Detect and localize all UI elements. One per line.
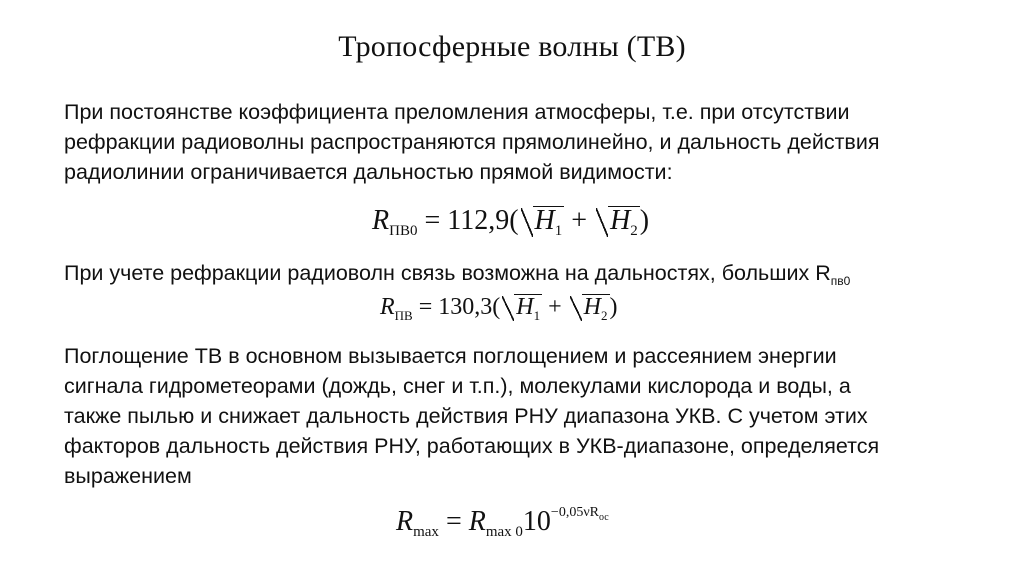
formula-operator: = — [438, 506, 469, 537]
formula-symbol: R — [468, 506, 486, 537]
text-line: Поглощение ТВ в основном вызывается поглощением и рассеянием энергии — [64, 344, 837, 368]
formula-subscript: ПВ0 — [389, 223, 418, 239]
formula-symbol: R — [380, 294, 395, 320]
formula-line-of-sight-range — [372, 205, 650, 239]
sqrt-symbol — [502, 294, 542, 323]
formula-symbol: R — [396, 506, 414, 537]
formula-exponent-subscript: ос — [599, 512, 609, 523]
formula-subscript: 1 — [533, 308, 541, 323]
formula-operator: + — [542, 294, 568, 320]
formula-symbol: H — [610, 205, 631, 236]
formula-paren: ) — [609, 294, 618, 320]
formula-symbol: H — [583, 294, 601, 320]
formula-exponent-text: −0,05νR — [550, 505, 599, 520]
formula-subscript: ПВ — [394, 308, 413, 323]
text-line: рефракции радиоволны распространяются прямолинейно, и дальность действия — [64, 130, 880, 154]
text-line: сигнала гидрометеорами (дождь, снег и т.п.), молекулами кислорода и воды, а — [64, 374, 851, 398]
formula-operator: + — [564, 205, 595, 236]
formula-max-range — [396, 505, 609, 540]
formula-symbol: R — [372, 205, 390, 236]
formula-base: 10 — [522, 506, 551, 537]
paragraph-line-of-sight — [64, 97, 880, 187]
sqrt-symbol — [596, 205, 640, 239]
text-line: выражением — [64, 464, 192, 488]
text-line: При учете рефракции радиоволн связь возможна на дальностях, больших R — [64, 261, 831, 285]
text-line: также пылью и снижает дальность действия РНУ диапазона УКВ. С учетом этих — [64, 404, 868, 428]
formula-subscript: 2 — [630, 223, 638, 239]
text-line: факторов дальность действия РНУ, работающих в УКВ-диапазоне, определяется — [64, 434, 880, 458]
sqrt-symbol — [570, 294, 610, 323]
formula-symbol: H — [516, 294, 534, 320]
formula-refraction-range — [380, 294, 618, 323]
formula-coefficient: = 112,9( — [417, 205, 519, 236]
slide-title: Тропосферные волны (ТВ) — [338, 30, 686, 63]
paragraph-refraction — [64, 258, 850, 291]
text-line: радиолинии ограничивается дальностью прямой видимости: — [64, 160, 673, 184]
formula-symbol: H — [534, 205, 555, 236]
paragraph-absorption — [64, 341, 879, 491]
formula-subscript: max — [413, 524, 439, 540]
sqrt-symbol — [521, 205, 565, 239]
formula-paren: ) — [639, 205, 650, 236]
formula-subscript: 1 — [554, 223, 563, 239]
formula-coefficient: = 130,3( — [412, 294, 501, 320]
formula-subscript: 2 — [601, 308, 608, 323]
text-subscript: пв0 — [830, 274, 851, 288]
text-line: При постоянстве коэффициента преломления атмосферы, т.е. при отсутствии — [64, 100, 850, 124]
formula-subscript: max 0 — [485, 524, 523, 540]
formula-exponent — [550, 505, 609, 523]
